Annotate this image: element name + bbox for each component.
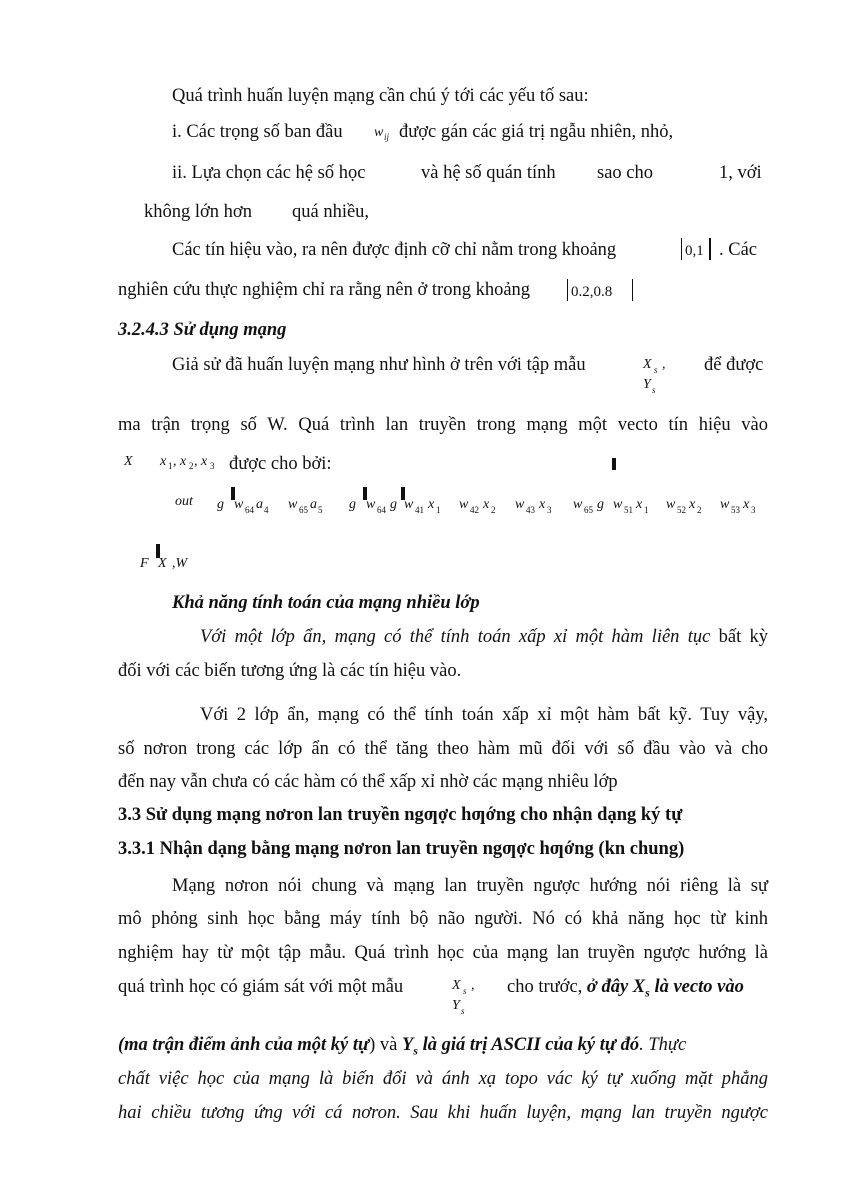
a5: a: [310, 497, 317, 512]
x1-term-index: 1: [436, 505, 441, 515]
x2-index: 2: [189, 461, 194, 471]
list-item-i: i. Các trọng số ban đầu: [172, 122, 343, 142]
g-func-4: g: [597, 497, 604, 512]
w65-a-index: 65: [299, 505, 308, 515]
weight-index: ij: [384, 132, 390, 142]
signal-range-line: Các tín hiệu vào, ra nên được định cỡ chỉ nằm trong khoảng: [172, 240, 617, 260]
sample-comma-2: ,: [471, 978, 475, 993]
sample-X: X: [643, 357, 652, 372]
sample-Y-2: Y: [452, 998, 460, 1013]
list-item-ii: ii. Lựa chọn các hệ số học: [172, 163, 366, 183]
x3-term-index: 3: [547, 505, 552, 515]
x1-term-b: x: [636, 497, 643, 512]
g-func-1: g: [217, 497, 224, 512]
capability-italic: Với một lớp ẩn, mạng có thể tính toán xấp xỉ một hàm liên tục: [200, 627, 711, 647]
x1-term: x: [428, 497, 435, 512]
para-line-3: nghiệm hay từ một tập mẫu. Quá trình học của mạng lan truyền ngược hướng là: [118, 943, 768, 963]
xs-sub: s: [645, 985, 650, 1000]
list-item-ii-part2: và hệ số quán tính: [421, 163, 556, 183]
g-func-2: g: [349, 497, 356, 512]
section-heading-capability: Khả năng tính toán của mạng nhiều lớp: [172, 593, 480, 613]
section-heading-33: 3.3 Sử dụng mạng nơron lan truyền ngƣợc hƣớng cho nhận dạng ký tự: [118, 805, 683, 825]
x1-index: 1: [168, 461, 173, 471]
sample-comma: ,: [662, 357, 666, 372]
w51-index: 51: [624, 505, 633, 515]
list-item-ii-cont: không lớn hơn: [144, 202, 252, 222]
pixel-matrix-text: (ma trận điểm ảnh của một ký tự: [118, 1035, 370, 1055]
w42-index: 42: [470, 505, 479, 515]
list-item-ii-cont2: quá nhiều,: [292, 202, 370, 222]
xs-italic: ở đây X: [586, 977, 646, 997]
a5-index: 5: [318, 505, 323, 515]
w64-a: w: [234, 497, 244, 512]
para-line-1: Mạng nơron nói chung và mạng lan truyền ngược hướng nói riêng là sự: [172, 876, 768, 896]
sample-X-2-sub: s: [463, 986, 467, 996]
capability-line-2: đối với các biến tương ứng là các tín hiệu vào.: [118, 661, 462, 681]
w53-index: 53: [731, 505, 740, 515]
and-text: ) và: [369, 1035, 402, 1055]
x2-term-b: x: [689, 497, 696, 512]
w43: w: [515, 497, 525, 512]
two-layer-line-2: số nơron trong các lớp ẩn có thể tăng theo hàm mũ đối với số đầu vào và cho: [118, 739, 768, 759]
w41: w: [404, 497, 414, 512]
interval-02-08: 0.2,0.8: [571, 284, 613, 300]
usage-line: Giả sử đã huấn luyện mạng như hình ở trên với tập mẫu: [172, 355, 586, 375]
w64-a-index: 64: [245, 505, 254, 515]
x3: , x: [194, 454, 208, 469]
weight-matrix-line: ma trận trọng số W. Quá trình lan truyền trong mạng một vecto tín hiệu vào: [118, 415, 768, 435]
x3-term-b-index: 3: [751, 505, 756, 515]
x3-term: x: [539, 497, 546, 512]
list-item-ii-part3: sao cho: [597, 163, 653, 183]
out-symbol: out: [175, 494, 193, 509]
sample-Y: Y: [643, 377, 651, 392]
interval-bracket-right: [709, 238, 711, 260]
w53: w: [720, 497, 730, 512]
F-arg-W: ,W: [172, 556, 188, 571]
x2-term-index: 2: [491, 505, 496, 515]
x3-term-b: x: [743, 497, 750, 512]
w65-b-index: 65: [584, 505, 593, 515]
x2-term: x: [483, 497, 490, 512]
sample-X-sub: s: [654, 365, 658, 375]
weight-symbol: w: [374, 125, 384, 140]
w52-index: 52: [677, 505, 686, 515]
thuc-text: . Thực: [639, 1035, 687, 1055]
section-heading-331: 3.3.1 Nhận dạng bằng mạng nơron lan truyền ngƣợc hƣớng (kn chung): [118, 839, 685, 859]
capability-rest: bất kỳ: [718, 627, 769, 647]
missing-glyph-mark: [612, 458, 616, 470]
sample-Y-2-sub: s: [461, 1006, 465, 1016]
w52: w: [666, 497, 676, 512]
list-item-ii-part4: 1, với: [719, 163, 762, 183]
F-function: F: [140, 556, 149, 571]
given-text: cho trước,: [507, 977, 583, 997]
para-line-4-start: quá trình học có giám sát với một mẫu: [118, 977, 404, 997]
interval2-bracket-left: [567, 279, 568, 301]
sample-Y-sub: s: [652, 385, 656, 395]
given-by-text: được cho bởi:: [229, 454, 332, 474]
capability-line-1: [200, 625, 768, 649]
w42: w: [459, 497, 469, 512]
research-line: nghiên cứu thực nghiệm chỉ ra rằng nên ở trong khoảng: [118, 280, 531, 300]
para-line-2: mô phỏng sinh học bằng máy tính bộ não người. Nó có khả năng học từ kinh: [118, 909, 768, 929]
g-func-3: g: [390, 497, 397, 512]
w65-b: w: [573, 497, 583, 512]
interval-bracket-left: [681, 238, 682, 260]
two-layer-line-1: Với 2 lớp ẩn, mạng có thể tính toán xấp xỉ một hàm bất kỹ. Tuy vậy,: [200, 705, 768, 725]
x3-index: 3: [210, 461, 215, 471]
a4: a: [256, 497, 263, 512]
w64-b-index: 64: [377, 505, 386, 515]
w64-b: w: [366, 497, 376, 512]
input-vector-X: X: [124, 454, 133, 469]
x2: , x: [173, 454, 187, 469]
w43-index: 43: [526, 505, 535, 515]
interval2-bracket-right: [632, 279, 633, 301]
interval-0-1: 0,1: [685, 243, 704, 259]
x1-term-b-index: 1: [644, 505, 649, 515]
a4-index: 4: [264, 505, 269, 515]
para-line-4-mid: [507, 975, 744, 1005]
usage-line-end: để được: [704, 355, 764, 375]
para-line-6: chất việc học của mạng là biến đổi và ánh xạ topo vác ký tự xuống mặt phẳng: [118, 1069, 768, 1089]
ys-text: Y: [401, 1035, 414, 1055]
intro-line: Quá trình huấn luyện mạng cần chú ý tới các yếu tố sau:: [172, 86, 589, 106]
w65-a: w: [288, 497, 298, 512]
section-heading-3243: 3.2.4.3 Sử dụng mạng: [118, 320, 287, 340]
sample-X-2: X: [452, 978, 461, 993]
para-line-7: hai chiều tương ứng với cá nơron. Sau khi huấn luyện, mạng lan truyền ngược: [118, 1103, 768, 1123]
ascii-text: là giá trị ASCII của ký tự đó: [417, 1035, 640, 1055]
x2-term-b-index: 2: [697, 505, 702, 515]
signal-range-line-end: . Các: [719, 240, 758, 260]
F-arg-X: X: [158, 556, 167, 571]
x1: x: [160, 454, 167, 469]
xs-rest: là vecto vào: [649, 977, 744, 997]
two-layer-line-3: đến nay vẫn chưa có các hàm có thể xấp xỉ nhờ các mạng nhiêu lớp: [118, 772, 618, 792]
para-line-5: [118, 1033, 686, 1063]
w51: w: [613, 497, 623, 512]
list-item-i-rest: được gán các giá trị ngẫu nhiên, nhỏ,: [399, 122, 674, 142]
ys-sub: s: [413, 1043, 418, 1058]
w41-index: 41: [415, 505, 424, 515]
